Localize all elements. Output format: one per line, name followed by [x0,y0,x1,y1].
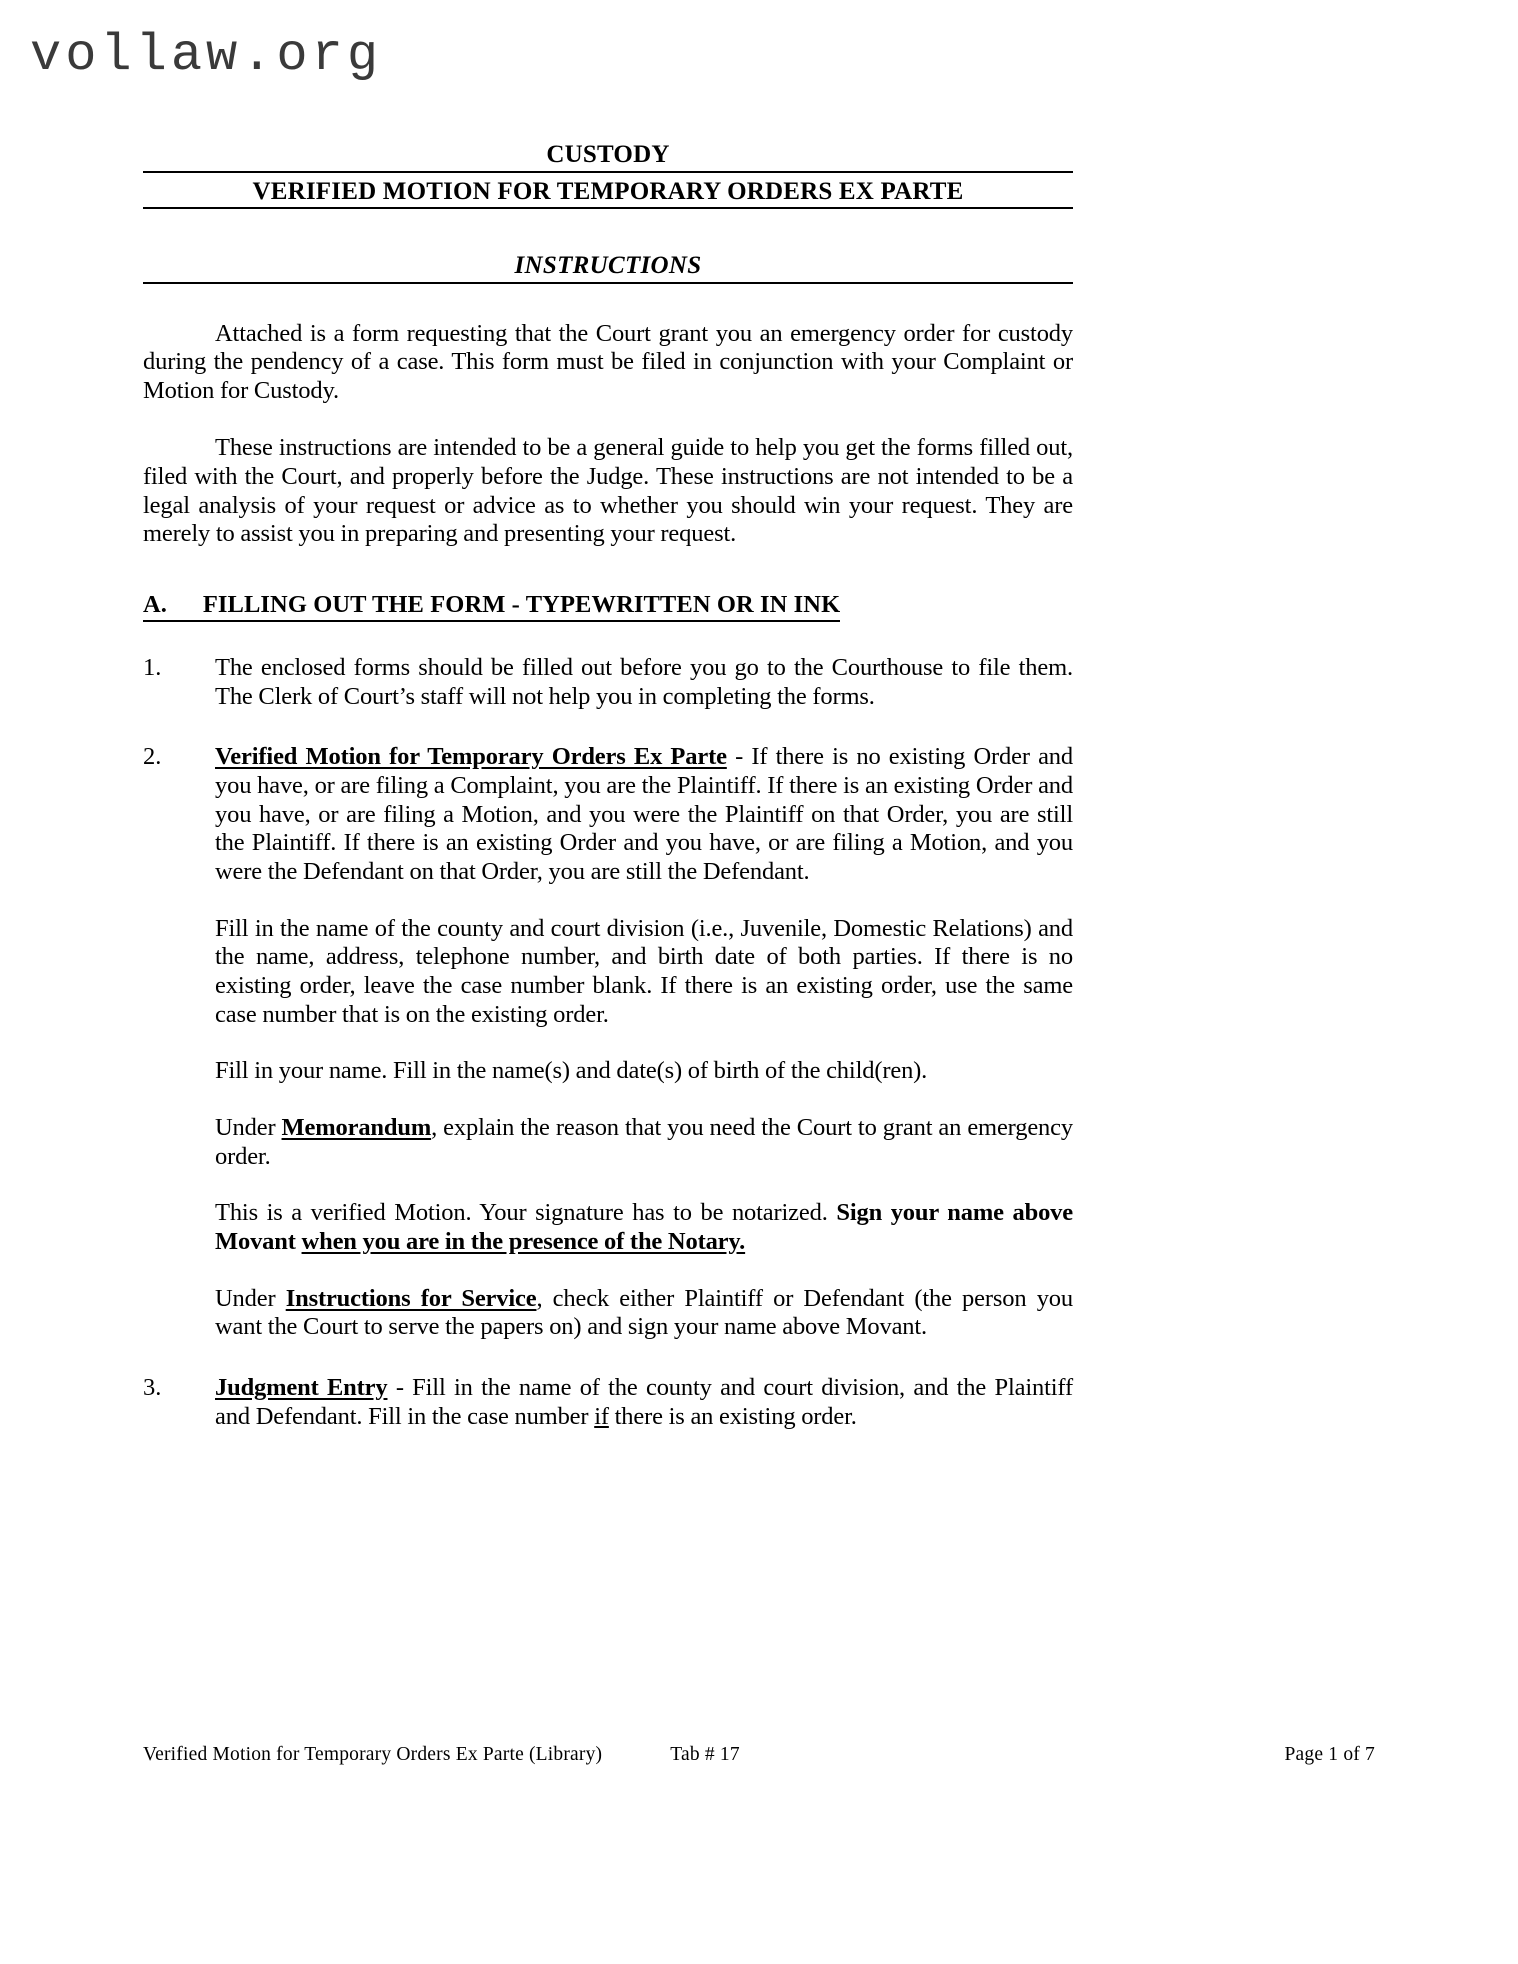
footer-tab-number: Tab # 17 [670,1744,740,1765]
title-block [143,140,1073,209]
intro-paragraph-1: Attached is a form requesting that the Court grant you an emergency order for custody during the pendency of a case. This form must be filed in conjunction with your Complaint or Motion for Custody. [143,319,1073,404]
document-content [143,140,1073,1431]
numbered-items-list [143,654,1073,1431]
footer-page-number: Page 1 of 7 [1284,1744,1375,1765]
instructions-heading: INSTRUCTIONS [143,251,1073,284]
text-run: , check either Plaintiff or Defendant (the person you want the Court to serve the papers on) and sign your name above Movant. [215,1284,1073,1341]
document-title-line-1: CUSTODY [143,140,1073,173]
numbered-item [143,654,1073,711]
item-paragraph [215,1374,1073,1431]
item-paragraph [215,915,1073,1030]
footer-document-name: Verified Motion for Temporary Orders Ex Parte (Library) [143,1744,603,1765]
text-run: The enclosed forms should be filled out before you go to the Courthouse to file them. The Clerk of Court’s staff will not help you in completing the forms. [215,654,1073,710]
page-footer [143,1744,1375,1766]
item-paragraph [215,1057,1073,1086]
item-paragraph [215,654,1073,711]
section-a-tab-spacer [167,619,203,622]
text-run: there is an existing order. [608,1402,857,1430]
item-paragraph [215,743,1073,886]
item-paragraph [215,1114,1073,1171]
text-run: - If there is no existing Order and you have, or are filing a Complaint, you are the Plaintiff. If there is an existing Order and you have, or are filing a Motion, and you were the Plaintiff on that Order, you are still the Plaintiff. If there is an existing Order and you have, or are filing a Motion, and you were the Defendant on that Order, you are still the Defendant. [215,743,1074,886]
text-run: This is a verified Motion. Your signature has to be notarized. [215,1199,837,1227]
emphasis-bold-underline: Memorandum [281,1113,432,1141]
text-run: Under [215,1284,286,1312]
text-run: Fill in your name. Fill in the name(s) and date(s) of birth of the child(ren). [215,1057,928,1085]
numbered-item [143,1374,1073,1431]
item-number: 3. [143,1373,162,1401]
emphasis-bold-underline: Instructions for Service [285,1284,537,1312]
item-number: 2. [143,743,162,771]
intro-paragraph-2: These instructions are intended to be a general guide to help you get the forms filled out, filed with the Court, and properly before the Judge. These instructions are not intended to be a legal analysis of your request or advice as to whether you should win your request. They are merely to assist you in preparing and presenting your request. [143,434,1073,548]
item-body [215,1374,1073,1431]
emphasis-bold: Sign your name above Movant [215,1199,1073,1255]
item-number: 1. [143,654,162,682]
emphasis-bold-underline: Judgment Entry [215,1373,388,1401]
text-run: Under [215,1113,282,1141]
emphasis-underline: if [594,1402,609,1430]
emphasis-bold-underline: Verified Motion for Temporary Orders Ex Parte [215,743,727,771]
item-body [215,743,1073,1342]
item-paragraph [215,1285,1073,1342]
numbered-item [143,743,1073,1342]
document-title-line-2: VERIFIED MOTION FOR TEMPORARY ORDERS EX PARTE [143,177,1073,210]
section-a-heading [143,591,1073,622]
text-run: Fill in the name of the county and court division (i.e., Juvenile, Domestic Relations) and the name, address, telephone number, and birth date of both parties. If there is no existing order, leave the case number blank. If there is an existing order, use the same case number that is on the existing order. [215,914,1073,1028]
text-run: - Fill in the name of the county and court division, and the Plaintiff and Defendant. Fill in the case number [215,1373,1073,1430]
section-a-title: FILLING OUT THE FORM - TYPEWRITTEN OR IN INK [203,591,840,622]
section-a-letter: A. [143,591,167,622]
item-paragraph [215,1199,1073,1256]
vollaw-watermark: vollaw.org [30,26,383,85]
emphasis-bold-underline: when you are in the presence of the Notary. [301,1227,746,1255]
text-run: , explain the reason that you need the Court to grant an emergency order. [215,1113,1073,1170]
item-body [215,654,1073,711]
